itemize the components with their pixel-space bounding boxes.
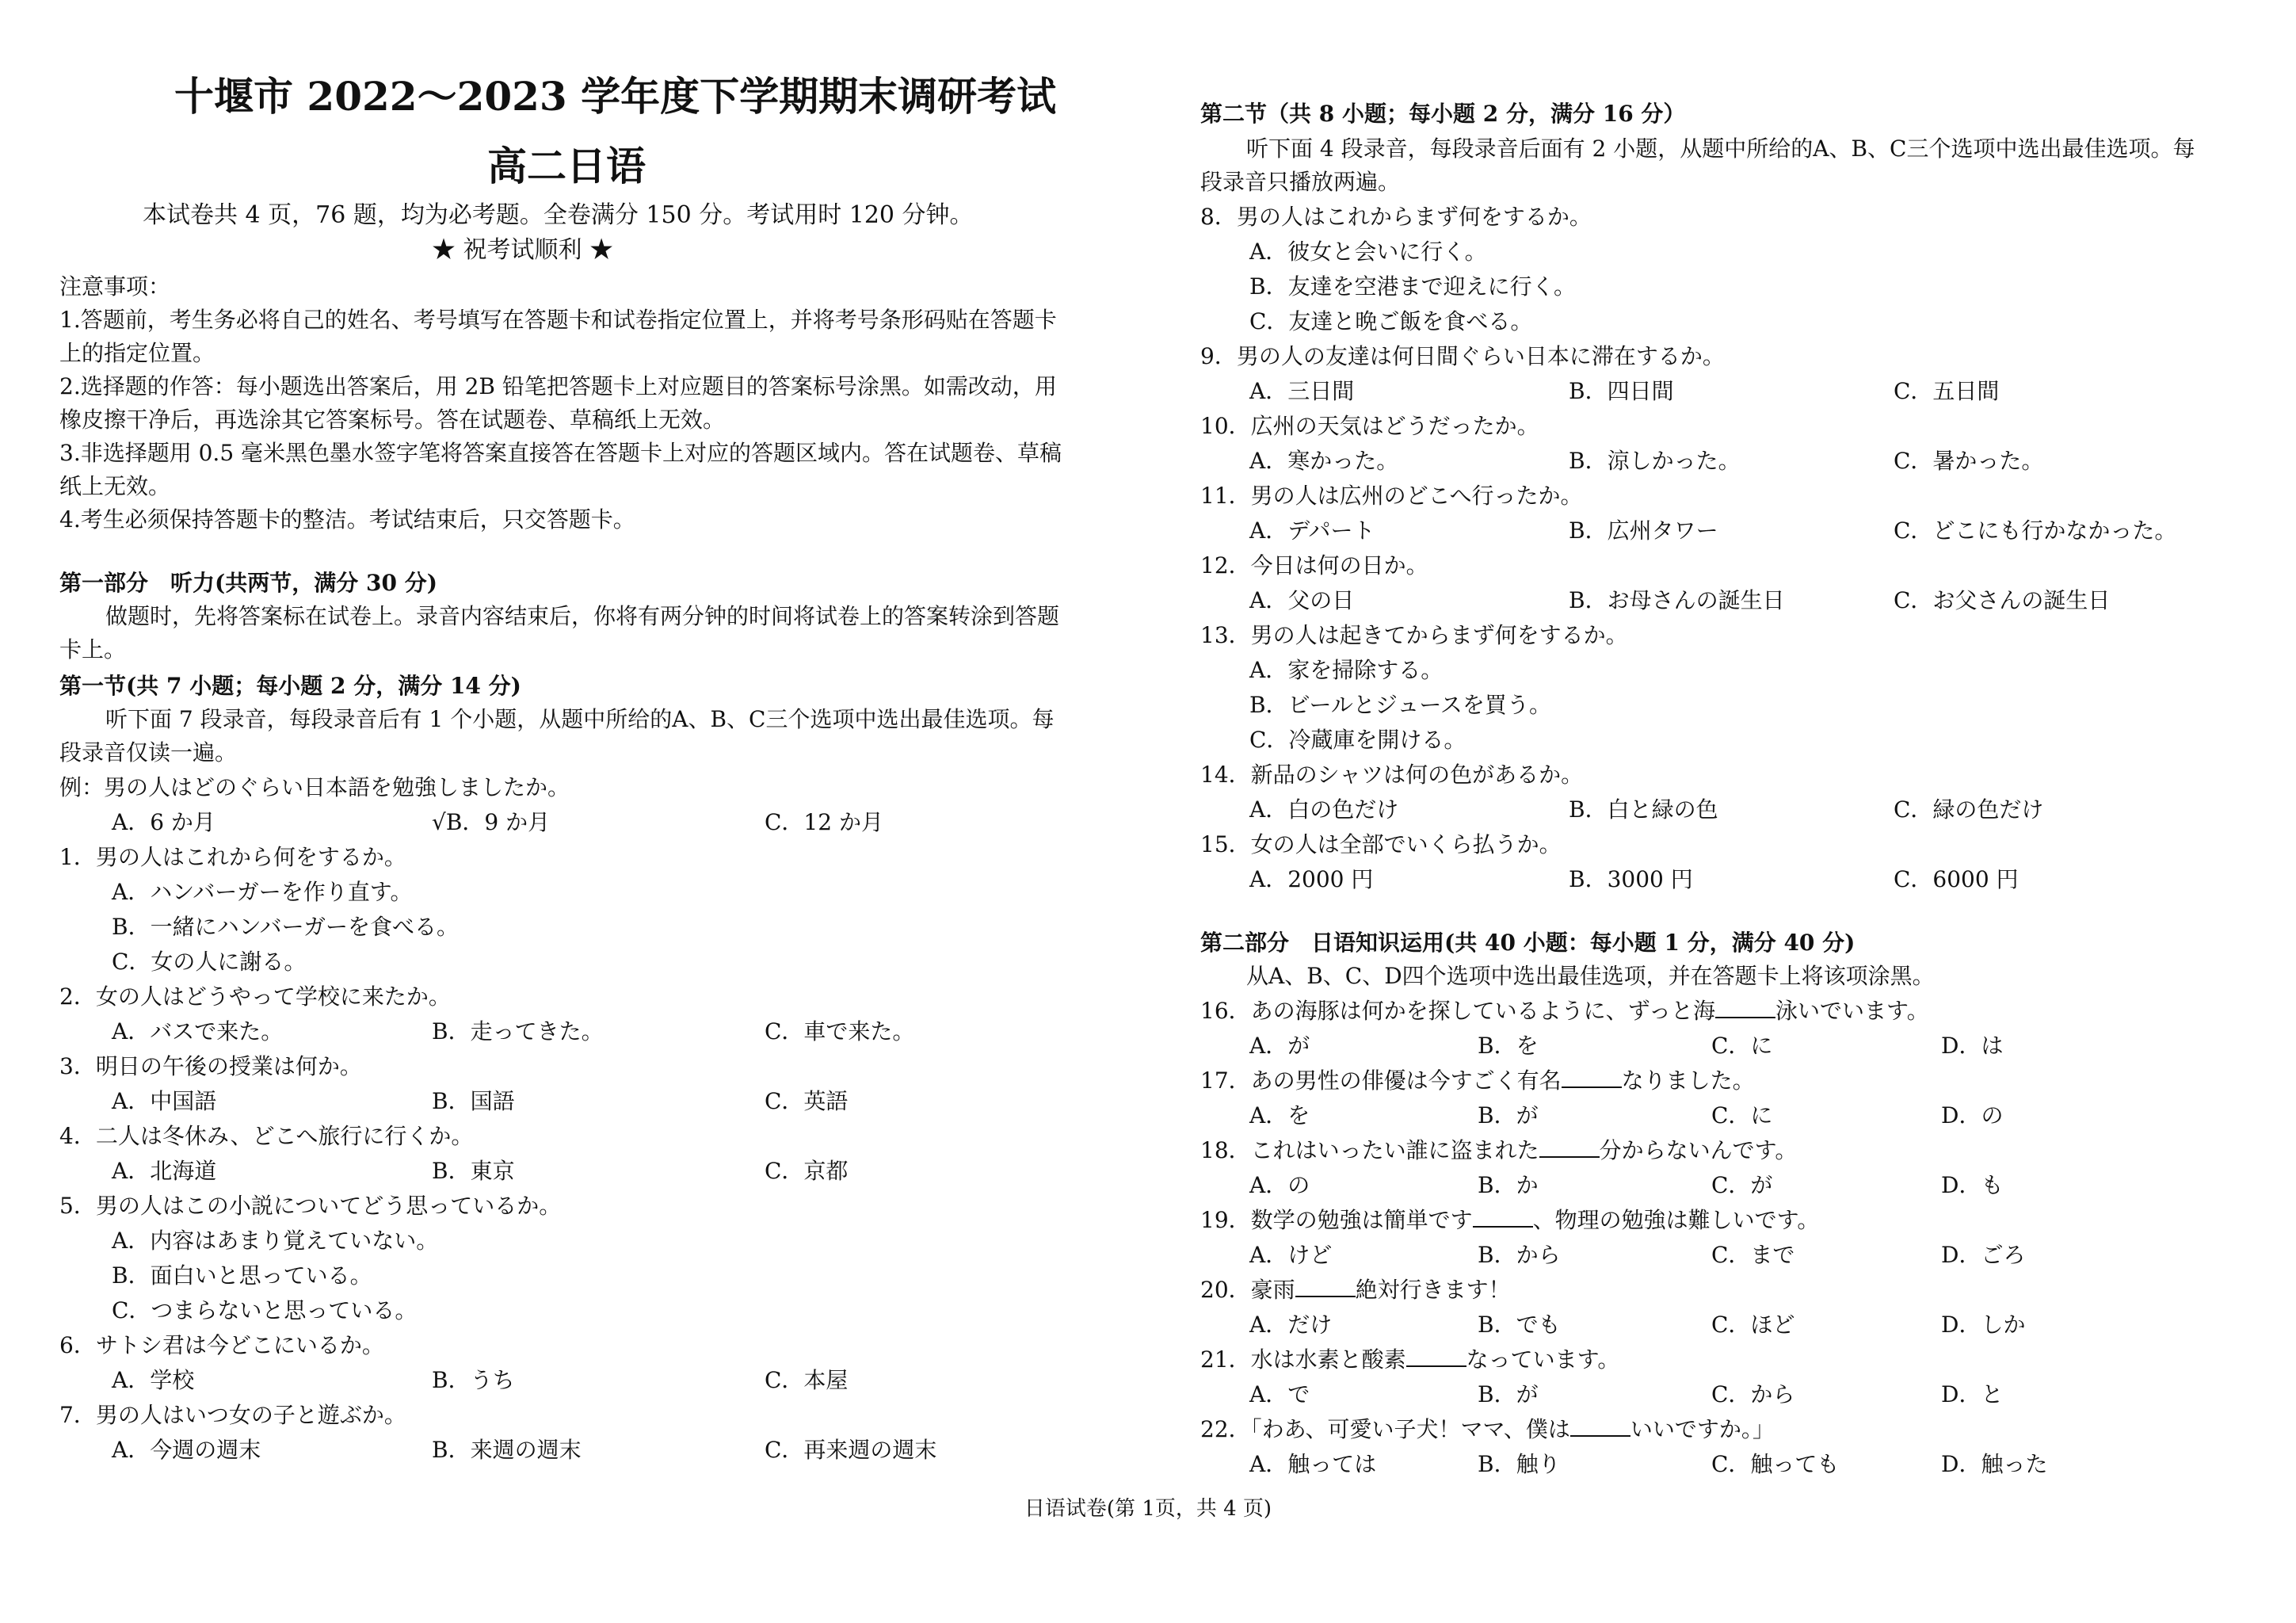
q16-option-b: B．を bbox=[1478, 1033, 1539, 1059]
q16-option-c: C．に bbox=[1711, 1033, 1773, 1059]
q15-option-a: A．2000 円 bbox=[1249, 866, 1374, 892]
question-8: 8．男の人はこれからまず何をするか。 bbox=[1200, 204, 1592, 230]
note-line: 4.考生必须保持答题卡的整洁。考试结束后，只交答题卡。 bbox=[59, 506, 635, 533]
q8-option-c: C．友達と晩ご飯を食べる。 bbox=[1249, 308, 1533, 334]
q17-option-c: C．に bbox=[1711, 1102, 1773, 1128]
q22-text-after: いいですか。」 bbox=[1630, 1416, 1775, 1442]
q11-option-b: B．広州タワー bbox=[1569, 517, 1718, 544]
note-line: 纸上无效。 bbox=[59, 473, 171, 499]
q13-option-c: C．冷蔵庫を開ける。 bbox=[1249, 727, 1466, 753]
q16-blank bbox=[1715, 996, 1775, 1018]
q1-option-c: C．女の人に謝る。 bbox=[112, 949, 307, 975]
q17-text-before: 17．あの男性の俳優は今すごく有名 bbox=[1200, 1067, 1562, 1094]
q13-option-a: A．家を掃除する。 bbox=[1249, 657, 1444, 683]
q20-option-b: B．でも bbox=[1478, 1312, 1561, 1338]
q16-option-d: D．は bbox=[1941, 1033, 2004, 1059]
q12-option-a: A．父の日 bbox=[1249, 587, 1355, 613]
note-line: 3.非选择题用 0.5 毫米黑色墨水签字笔将答案直接答在答题卡上对应的答题区域内。答在试题卷、草稿 bbox=[59, 440, 1062, 466]
q19-option-c: C．まで bbox=[1711, 1242, 1795, 1268]
note-line: 1.答题前，考生务必将自己的姓名、考号填写在答题卡和试卷指定位置上，并将考号条形码贴在答题卡 bbox=[59, 307, 1057, 333]
q10-option-a: A．寒かった。 bbox=[1249, 448, 1399, 474]
question-13: 13．男の人は起きてからまず何をするか。 bbox=[1200, 622, 1628, 648]
q13-option-b: B．ビールとジュースを買う。 bbox=[1249, 692, 1551, 718]
section2-heading: 第二节（共 8 小题；每小题 2 分，满分 16 分） bbox=[1200, 101, 1686, 127]
part1-heading: 第一部分 听力(共两节，满分 30 分) bbox=[59, 570, 437, 596]
exam-info: 本试卷共 4 页，76 题，均为必考题。全卷满分 150 分。考试用时 120 分钟。 bbox=[143, 201, 974, 229]
q16-text-before: 16．あの海豚は何かを探しているように、ずっと海 bbox=[1200, 998, 1715, 1024]
example-option-a: A．6 か月 bbox=[112, 809, 215, 835]
q9-option-c: C．五日間 bbox=[1894, 378, 2000, 404]
q10-option-b: B．涼しかった。 bbox=[1569, 448, 1741, 474]
question-17 bbox=[1200, 1065, 1755, 1097]
q3-option-a: A．中国語 bbox=[112, 1088, 217, 1114]
q11-option-a: A．デパート bbox=[1249, 517, 1375, 544]
q2-option-a: A．バスで来た。 bbox=[112, 1018, 284, 1044]
q15-option-c: C．6000 円 bbox=[1894, 866, 2019, 892]
question-21 bbox=[1200, 1344, 1619, 1376]
q15-option-b: B．3000 円 bbox=[1569, 866, 1693, 892]
note-line: 上的指定位置。 bbox=[59, 340, 215, 366]
q21-blank bbox=[1406, 1345, 1466, 1367]
note-line: 橡皮擦干净后，再选涂其它答案标号。答在试题卷、草稿纸上无效。 bbox=[59, 407, 726, 433]
question-15: 15．女の人は全部でいくら払うか。 bbox=[1200, 831, 1562, 857]
q19-option-d: D．ごろ bbox=[1941, 1242, 2026, 1268]
part1-intro: 卡上。 bbox=[59, 636, 127, 663]
q1-option-b: B．一緒にハンバーガーを食べる。 bbox=[112, 914, 460, 940]
q16-option-a: A．が bbox=[1249, 1033, 1310, 1059]
question-11: 11．男の人は広州のどこへ行ったか。 bbox=[1200, 483, 1583, 509]
question-9: 9．男の人の友達は何日間ぐらい日本に滞在するか。 bbox=[1200, 343, 1725, 369]
question-12: 12．今日は何の日か。 bbox=[1200, 552, 1428, 579]
question-6: 6．サトシ君は今どこにいるか。 bbox=[59, 1332, 384, 1358]
q12-option-c: C．お父さんの誕生日 bbox=[1894, 587, 2111, 613]
q9-option-a: A．三日間 bbox=[1249, 378, 1355, 404]
q17-blank bbox=[1562, 1066, 1622, 1088]
q21-text-before: 21．水は水素と酸素 bbox=[1200, 1346, 1406, 1373]
q20-text-before: 20．豪雨 bbox=[1200, 1277, 1295, 1303]
section1-heading: 第一节(共 7 小题；每小题 2 分，满分 14 分) bbox=[59, 673, 521, 699]
question-20 bbox=[1200, 1274, 1511, 1306]
q22-option-a: A．触っては bbox=[1249, 1451, 1377, 1477]
q19-blank bbox=[1473, 1205, 1533, 1228]
q21-option-a: A．で bbox=[1249, 1381, 1310, 1407]
page-footer: 日语试卷(第 1页，共 4 页) bbox=[1024, 1497, 1272, 1521]
exam-subject: 高二日语 bbox=[487, 143, 646, 189]
q2-option-c: C．車で来た。 bbox=[765, 1018, 915, 1044]
q5-option-b: B．面白いと思っている。 bbox=[112, 1262, 372, 1289]
section2-intro: 段录音只播放两遍。 bbox=[1200, 169, 1401, 195]
q22-option-c: C．触っても bbox=[1711, 1451, 1840, 1477]
part2-heading: 第二部分 日语知识运用(共 40 小题：每小题 1 分，满分 40 分) bbox=[1200, 930, 1855, 956]
q9-option-b: B．四日間 bbox=[1569, 378, 1674, 404]
part2-intro: 从A、B、C、D四个选项中选出最佳选项，并在答题卡上将该项涂黑。 bbox=[1246, 963, 1935, 989]
q17-option-d: D．の bbox=[1941, 1102, 2004, 1128]
q22-option-b: B．触り bbox=[1478, 1451, 1561, 1477]
q7-option-b: B．来週の週末 bbox=[432, 1437, 582, 1463]
q18-text-before: 18．これはいったい誰に盗まれた bbox=[1200, 1137, 1539, 1163]
notes-heading: 注意事项： bbox=[59, 273, 171, 300]
q19-text-before: 19．数学の勉強は簡単です bbox=[1200, 1207, 1473, 1233]
example-option-b: √B．9 か月 bbox=[432, 809, 551, 835]
q5-option-a: A．内容はあまり覚えていない。 bbox=[112, 1228, 439, 1254]
q21-option-b: B．が bbox=[1478, 1381, 1539, 1407]
q20-option-a: A．だけ bbox=[1249, 1312, 1333, 1338]
q8-option-b: B．友達を空港まで迎えに行く。 bbox=[1249, 273, 1577, 300]
question-18 bbox=[1200, 1135, 1797, 1167]
q20-option-d: D．しか bbox=[1941, 1312, 2026, 1338]
q21-option-d: D．と bbox=[1941, 1381, 2004, 1407]
q6-option-c: C．本屋 bbox=[765, 1367, 849, 1393]
example-option-c: C．12 か月 bbox=[765, 809, 883, 835]
section1-intro: 段录音仅读一遍。 bbox=[59, 739, 238, 766]
question-2: 2．女の人はどうやって学校に来たか。 bbox=[59, 983, 451, 1010]
q22-text-before: 22．「わあ、可愛い子犬！ママ、僕は bbox=[1200, 1416, 1570, 1442]
q6-option-a: A．学校 bbox=[112, 1367, 195, 1393]
q22-blank bbox=[1570, 1415, 1630, 1437]
question-5: 5．男の人はこの小説についてどう思っているか。 bbox=[59, 1193, 562, 1219]
q18-option-b: B．か bbox=[1478, 1172, 1539, 1198]
q6-option-b: B．うち bbox=[432, 1367, 515, 1393]
q11-option-c: C．どこにも行かなかった。 bbox=[1894, 517, 2177, 544]
q14-option-b: B．白と緑の色 bbox=[1569, 796, 1718, 823]
q20-option-c: C．ほど bbox=[1711, 1312, 1795, 1338]
q7-option-a: A．今週の週末 bbox=[112, 1437, 261, 1463]
q3-option-c: C．英語 bbox=[765, 1088, 849, 1114]
q18-blank bbox=[1539, 1136, 1600, 1158]
q18-option-c: C．が bbox=[1711, 1172, 1773, 1198]
q10-option-c: C．暑かった。 bbox=[1894, 448, 2044, 474]
q4-option-a: A．北海道 bbox=[112, 1158, 217, 1184]
q4-option-c: C．京都 bbox=[765, 1158, 849, 1184]
q18-option-a: A．の bbox=[1249, 1172, 1310, 1198]
question-16 bbox=[1200, 995, 1929, 1027]
q17-option-a: A．を bbox=[1249, 1102, 1310, 1128]
q7-option-c: C．再来週の週末 bbox=[765, 1437, 937, 1463]
q19-option-a: A．けど bbox=[1249, 1242, 1333, 1268]
q21-text-after: なっています。 bbox=[1466, 1346, 1620, 1373]
exam-title: 十堰市 2022～2023 学年度下学期期末调研考试 bbox=[174, 73, 1057, 120]
q20-blank bbox=[1295, 1275, 1356, 1297]
question-4: 4．二人は冬休み、どこへ旅行に行くか。 bbox=[59, 1123, 474, 1149]
q17-option-b: B．が bbox=[1478, 1102, 1539, 1128]
q19-text-after: 、物理の勉強は難しいです。 bbox=[1532, 1207, 1820, 1233]
question-10: 10．広州の天気はどうだったか。 bbox=[1200, 413, 1539, 439]
q8-option-a: A．彼女と会いに行く。 bbox=[1249, 239, 1487, 265]
note-line: 2.选择题的作答：每小题选出答案后，用 2B 铅笔把答题卡上对应题目的答案标号涂黑。如需改动，用 bbox=[59, 373, 1057, 399]
question-7: 7．男の人はいつ女の子と遊ぶか。 bbox=[59, 1402, 406, 1428]
q20-text-after: 絶対行きます！ bbox=[1355, 1277, 1511, 1303]
q14-option-c: C．緑の色だけ bbox=[1894, 796, 2044, 823]
q3-option-b: B．国語 bbox=[432, 1088, 515, 1114]
exam-blessing: ★ 祝考试顺利 ★ bbox=[432, 236, 614, 264]
q22-option-d: D．触った bbox=[1941, 1451, 2048, 1477]
q18-option-d: D．も bbox=[1941, 1172, 2004, 1198]
q19-option-b: B．から bbox=[1478, 1242, 1561, 1268]
question-22 bbox=[1200, 1414, 1775, 1445]
q16-text-after: 泳いでいます。 bbox=[1775, 998, 1929, 1024]
question-1: 1．男の人はこれから何をするか。 bbox=[59, 844, 406, 870]
q14-option-a: A．白の色だけ bbox=[1249, 796, 1399, 823]
question-3: 3．明日の午後の授業は何か。 bbox=[59, 1053, 362, 1079]
q18-text-after: 分からないんです。 bbox=[1599, 1137, 1798, 1163]
q4-option-b: B．東京 bbox=[432, 1158, 515, 1184]
q17-text-after: なりました。 bbox=[1621, 1067, 1755, 1094]
q12-option-b: B．お母さんの誕生日 bbox=[1569, 587, 1785, 613]
section2-intro: 听下面 4 段录音，每段录音后面有 2 小题，从题中所给的A、B、C三个选项中选出最佳选项。每 bbox=[1246, 136, 2195, 162]
part1-intro: 做题时，先将答案标在试卷上。录音内容结束后，你将有两分钟的时间将试卷上的答案转涂到答题 bbox=[105, 603, 1060, 629]
question-19 bbox=[1200, 1205, 1819, 1236]
q1-option-a: A．ハンバーガーを作り直す。 bbox=[112, 879, 413, 905]
q5-option-c: C．つまらないと思っている。 bbox=[112, 1297, 418, 1323]
q21-option-c: C．から bbox=[1711, 1381, 1795, 1407]
section1-intro: 听下面 7 段录音，每段录音后有 1 个小题，从题中所给的A、B、C三个选项中选出最佳选项。每 bbox=[105, 706, 1055, 732]
q2-option-b: B．走ってきた。 bbox=[432, 1018, 604, 1044]
question-14: 14．新品のシャツは何の色があるか。 bbox=[1200, 762, 1584, 788]
example-question: 例：男の人はどのぐらい日本語を勉強しましたか。 bbox=[59, 774, 570, 800]
